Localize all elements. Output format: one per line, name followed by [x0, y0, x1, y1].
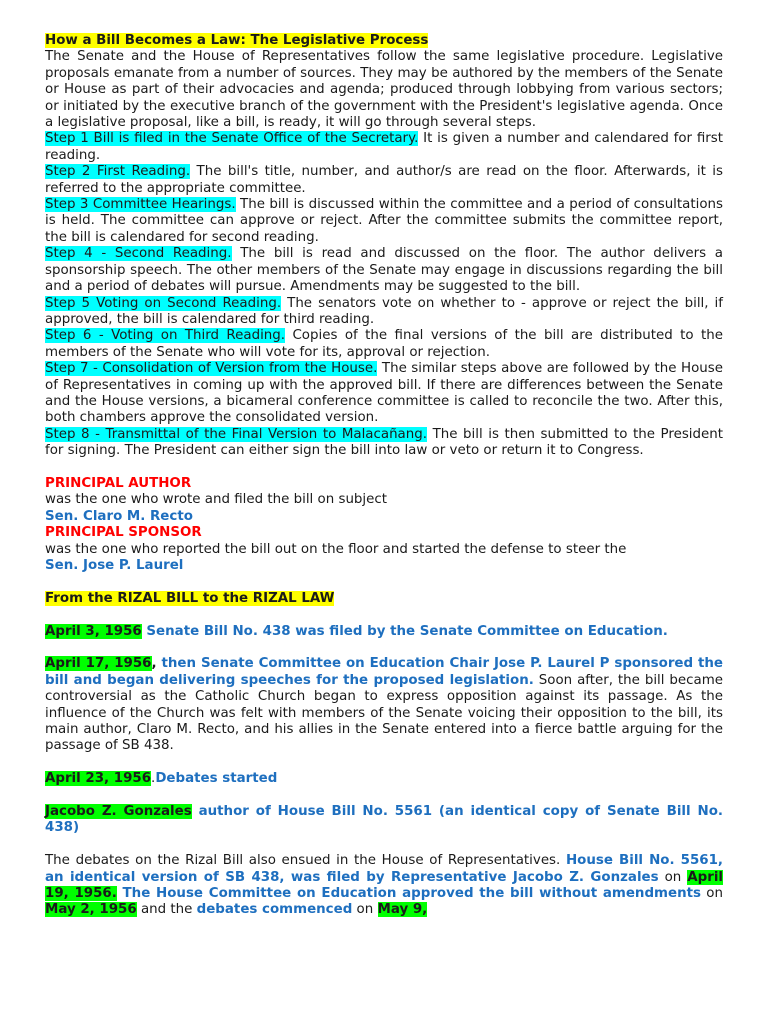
- document-title: How a Bill Becomes a Law: The Legislative Process: [45, 33, 429, 48]
- step-text: Copies of the final versions of the bill are distributed to the members of the Senate who will vote for its, approval or rejection.: [45, 328, 723, 360]
- step-label: Step 7 - Consolidation of Version from the House.: [45, 361, 378, 377]
- timeline-entry-2: April 17, 1956, then Senate Committee on Education Chair Jose P. Laurel P sponsored the bill and began delivering speeches for the proposed legislation. Soon after, the bill became controversial as the Catholic Church began to express opposition against its passage. As the influence of the Church was felt with members of the Senate voicing their opposition to the bill, its main author, Claro M. Recto, and his allies in the Senate entered into a fierce battle arguing for the passage of SB 438.: [45, 656, 724, 754]
- timeline-entry-3: April 23, 1956.Debates started: [45, 771, 278, 787]
- step-label: Step 4 - Second Reading.: [45, 246, 232, 262]
- step-2: [45, 164, 723, 197]
- step-label: Step 1 Bill is filed in the Senate Office of the Secretary.: [45, 131, 419, 147]
- step-4: [45, 246, 723, 295]
- step-text: The bill is discussed within the committee and a period of consultations is held. The committee can approve or reject. After the committee submits the committee report, the bill is calendared for second reading.: [45, 197, 723, 245]
- step-text: The bill is read and discussed on the floor. The author delivers a sponsorship speech. The other members of the Senate may engage in discussions regarding the bill and a period of debates will pursue. Amendments may be suggested to the bill.: [45, 246, 724, 295]
- intro-paragraph: The Senate and the House of Representatives follow the same legislative procedure. Legislative proposals emanate from a number of sources. They may be authored by the members of the Senate or House as part of their advocacies and agenda; produced through lobbying from various sectors; or initiated by the executive branch of the government with the President's legislative agenda. Once a legislative proposal, like a bill, is ready, it will go through several steps.: [45, 49, 723, 131]
- timeline-entry-4: [45, 804, 723, 837]
- date-highlight: April 23, 1956: [45, 771, 152, 787]
- principal-author-desc: was the one who wrote and filed the bill on subject: [45, 492, 388, 508]
- step-text: It is given a number and calendared for first reading.: [45, 131, 724, 163]
- step-label: Step 6 - Voting on Third Reading.: [45, 328, 286, 344]
- step-6: [45, 328, 723, 361]
- step-3: [45, 197, 723, 246]
- spacer: [45, 755, 723, 771]
- principal-author-heading: PRINCIPAL AUTHOR: [45, 475, 192, 491]
- date-highlight: April 19, 1956.: [45, 869, 723, 902]
- timeline-entry-5: The debates on the Rizal Bill also ensued in the House of Representatives. House Bill No. 5561, an identical version of SB 438, was filed by Representative Jacobo Z. Gonzales on April 19, 1956. The House Committee on Education approved the bill without amendments on May 2, 1956 and the debates commenced on May 9,: [45, 853, 723, 918]
- principal-sponsor-name: Sen. Jose P. Laurel: [45, 557, 184, 573]
- step-label: Step 8 - Transmittal of the Final Version to Malacañang.: [45, 426, 428, 442]
- principal-sponsor-heading: PRINCIPAL SPONSOR: [45, 525, 202, 541]
- step-label: Step 2 First Reading.: [45, 164, 191, 180]
- step-label: Step 3 Committee Hearings.: [45, 197, 236, 213]
- spacer: [45, 460, 723, 476]
- entry-text: then Senate Committee on Education Chair Jose P. Laurel P sponsored the bill and began delivering speeches for the proposed legislation.: [45, 656, 724, 688]
- spacer: [45, 788, 723, 804]
- date-highlight: May 2, 1956: [45, 902, 137, 918]
- step-text: The bill is then submitted to the President for signing. The President can either sign the bill into law or veto or return it to Congress.: [45, 426, 724, 459]
- date-highlight: April 3, 1956: [45, 623, 142, 639]
- step-8: [45, 427, 723, 460]
- spacer: [45, 607, 723, 623]
- principal-author-name: Sen. Claro M. Recto: [45, 508, 193, 524]
- timeline-entry-1: [45, 624, 723, 640]
- step-text: The similar steps above are followed by the House of Representatives in coming up with the approved bill. If there are differences between the Senate and the House versions, a bicameral conference committee is called to reconcile the two. After this, both chambers approve the consolidated version.: [45, 361, 723, 426]
- spacer: [45, 837, 723, 853]
- date-highlight: April 17, 1956: [45, 656, 152, 672]
- step-text: The senators vote on whether to - approve or reject the bill, if approved, the bill is calendared for third reading.: [45, 295, 723, 327]
- spacer: [45, 574, 723, 590]
- name-highlight: Jacobo Z. Gonzales: [45, 804, 192, 819]
- step-text: The bill's title, number, and author/s are read on the floor. Afterwards, it is referred to the appropriate committee.: [45, 164, 723, 196]
- entry-text: author of House Bill No. 5561 (an identical copy of Senate Bill No. 438): [45, 804, 723, 836]
- step-7: [45, 361, 723, 427]
- entry-text: Debates started: [155, 771, 278, 787]
- step-1: [45, 131, 723, 164]
- step-5: [45, 296, 723, 329]
- step-label: Step 5 Voting on Second Reading.: [45, 295, 282, 311]
- date-highlight: May 9,: [377, 902, 428, 918]
- rizal-heading: From the RIZAL BILL to the RIZAL LAW: [45, 590, 335, 606]
- principal-sponsor-desc: was the one who reported the bill out on the floor and started the defense to steer the: [45, 541, 627, 557]
- spacer: [45, 640, 723, 656]
- entry-body: Soon after, the bill became controversial as the Catholic Church began to express opposition against its passage. As the influence of the Church was felt with members of the Senate voicing their opposition to the bill, its main author, Claro M. Recto, and his allies in the Senate entered into a fierce battle arguing for the passage of SB 438.: [45, 672, 723, 754]
- entry-text: Senate Bill No. 438 was filed by the Senate Committee on Education.: [141, 623, 668, 639]
